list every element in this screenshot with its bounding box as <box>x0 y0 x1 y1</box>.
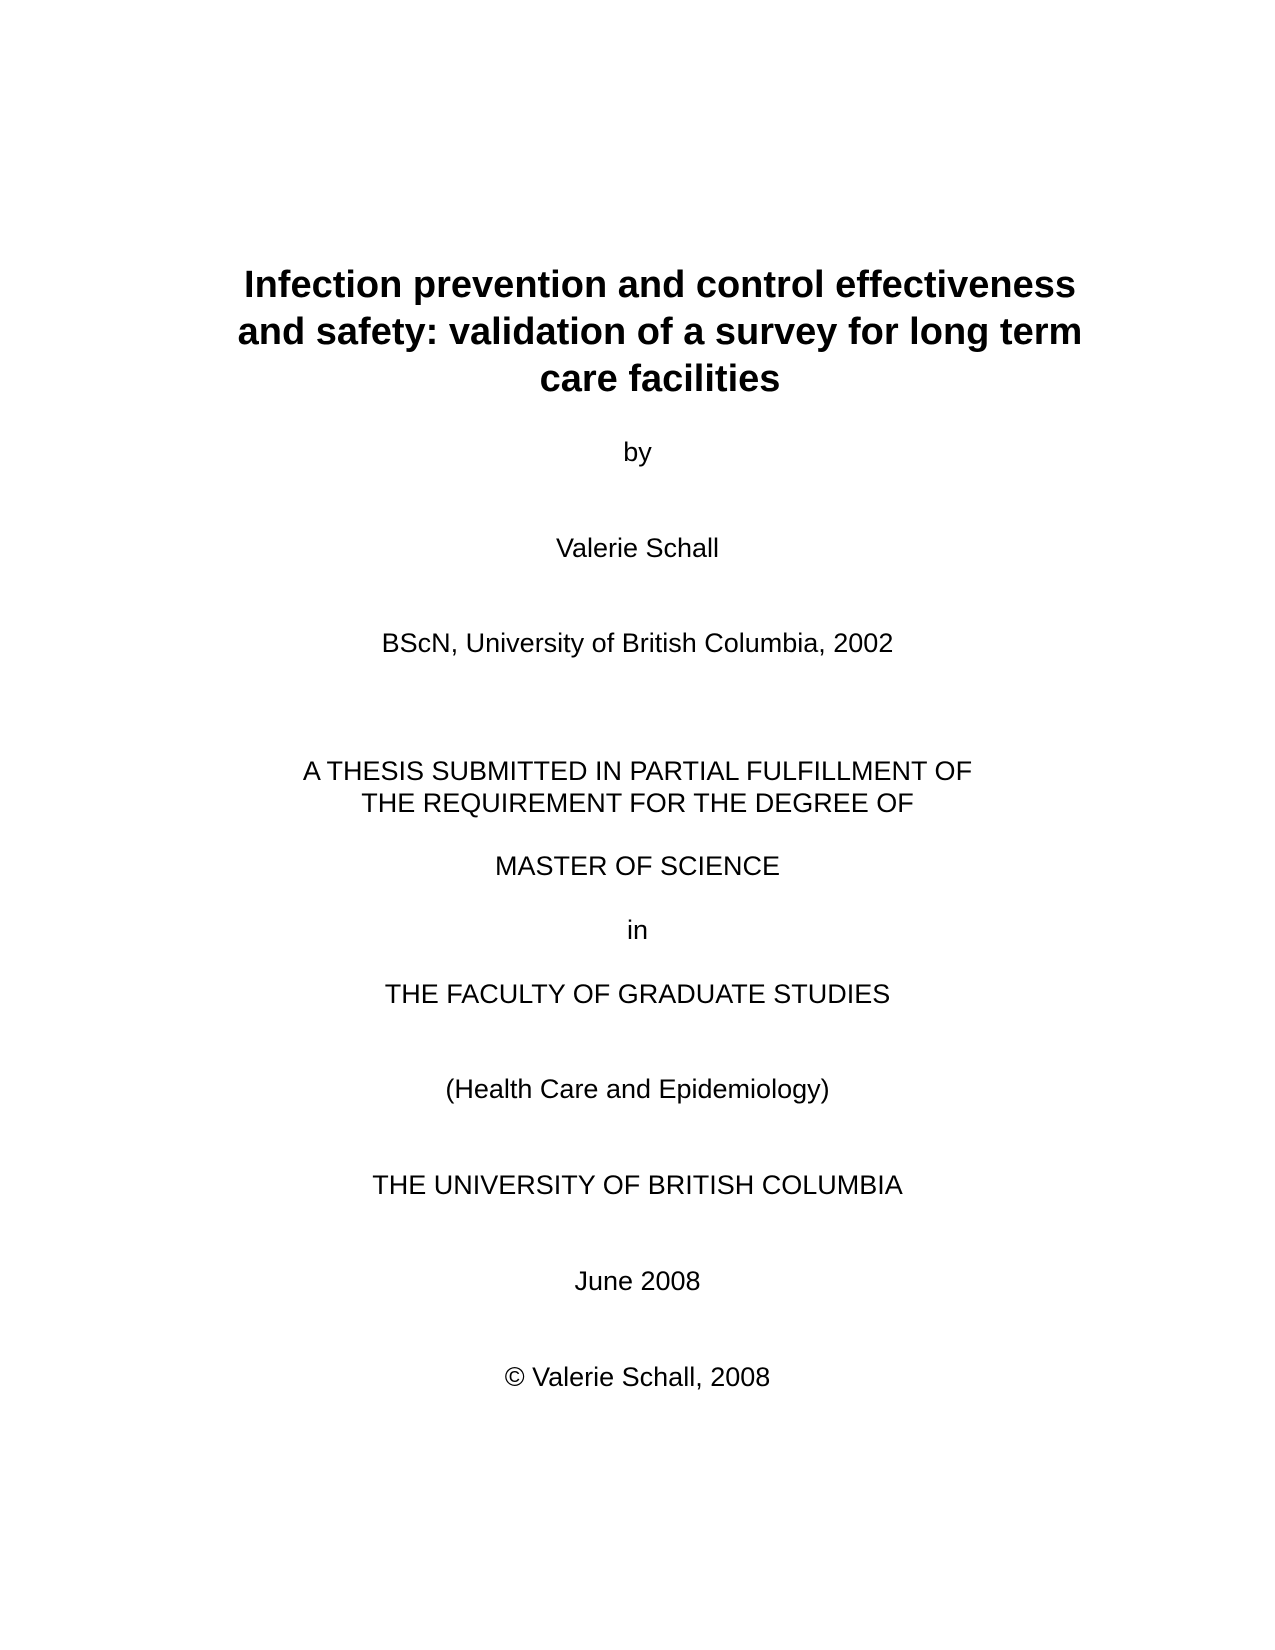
thesis-title-line-3: care facilities <box>539 358 781 400</box>
prior-degree: BScN, University of British Columbia, 2002 <box>381 628 894 658</box>
thesis-title-line-2: and safety: validation of a survey for long term <box>237 311 1083 353</box>
author-name: Valerie Schall <box>555 533 720 563</box>
degree-name: MASTER OF SCIENCE <box>494 851 781 881</box>
program-name: (Health Care and Epidemiology) <box>445 1074 830 1104</box>
thesis-title <box>180 262 1140 403</box>
submission-date: June 2008 <box>574 1266 701 1296</box>
thesis-statement-line-1: A THESIS SUBMITTED IN PARTIAL FULFILLMENT OF <box>302 756 973 786</box>
copyright-notice: © Valerie Schall, 2008 <box>504 1362 771 1392</box>
faculty-name: THE FACULTY OF GRADUATE STUDIES <box>384 979 891 1009</box>
university-name: THE UNIVERSITY OF BRITISH COLUMBIA <box>372 1170 903 1200</box>
thesis-title-line-1: Infection prevention and control effectiveness <box>244 264 1076 306</box>
thesis-statement-line-2: THE REQUIREMENT FOR THE DEGREE OF <box>361 788 914 818</box>
in-label: in <box>626 915 648 945</box>
by-label: by <box>623 437 652 467</box>
